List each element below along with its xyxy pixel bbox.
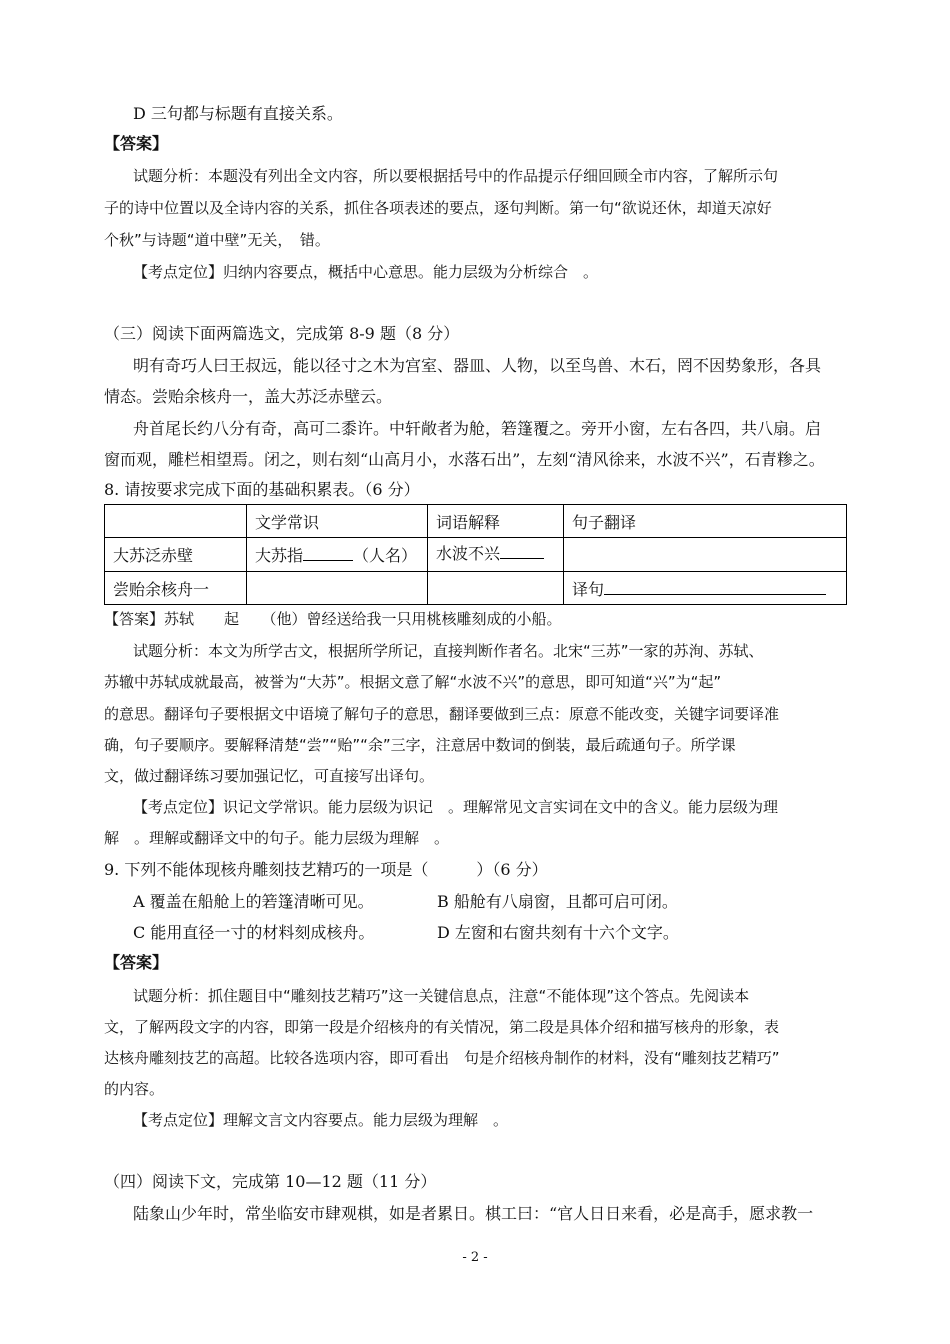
q8-answer: 【答案】苏轼 起 （他）曾经送给我一只用桃核雕刻成的小船。	[104, 610, 562, 628]
word-blank[interactable]	[500, 544, 544, 559]
table-header-cell: 文学常识	[247, 505, 428, 538]
q7-analysis-line-1: 试题分析：本题没有列出全文内容，所以要根据括号中的作品提示仔细回顾全市内容，了解所示句	[133, 167, 779, 185]
passage-4-line-1: 陆象山少年时，常坐临安市肆观棋，如是者累日。棋工曰：“官人日日来看，必是高手，愿求教一	[133, 1204, 814, 1223]
passage-2-line-2: 窗而观，雕栏相望焉。闭之，则右刻“山高月小，水落石出”，左刻“清风徐来，水波不兴”，石青糁之。	[104, 450, 825, 469]
q8-analysis-line-1: 试题分析：本文为所学古文，根据所学所记，直接判断作者名。北宋“三苏”一家的苏洵、苏轼、	[133, 642, 764, 660]
empty-cell	[247, 572, 428, 605]
knowledge-table	[104, 504, 847, 605]
translation-cell-empty	[564, 538, 847, 572]
q7-answer-label: 【答案】	[104, 134, 169, 153]
q9-option-b: B 船舱有八扇窗，且都可启可闭。	[437, 892, 678, 911]
literary-knowledge-suffix: （人名）	[353, 546, 418, 565]
q9-analysis-line-4: 的内容。	[104, 1080, 165, 1098]
literary-knowledge-cell	[247, 538, 428, 572]
table-header-cell	[105, 505, 247, 538]
q9-answer-label: 【答案】	[104, 953, 169, 972]
q8-analysis-line-3: 的意思。翻译句子要根据文中语境了解句子的意思，翻译要做到三点：原意不能改变，关键字词要译准	[104, 705, 780, 723]
passage-1-line-2: 情态。尝贻余核舟一，盖大苏泛赤壁云。	[104, 387, 393, 406]
translation-label: 译句	[572, 579, 605, 599]
table-row	[105, 572, 847, 605]
empty-cell	[428, 572, 564, 605]
table-row	[105, 538, 847, 572]
q9-analysis-line-3: 达核舟雕刻技艺的高超。比较各选项内容，即可看出 句是介绍核舟制作的材料，没有“雕刻技艺精巧”	[104, 1049, 780, 1067]
q9-kaodian: 【考点定位】理解文言文内容要点。能力层级为理解 。	[133, 1111, 509, 1129]
q8-analysis-line-5: 文，做过翻译练习要加强记忆，可直接写出译句。	[104, 767, 435, 785]
q9-option-a: A 覆盖在船舱上的箬篷清晰可见。	[133, 892, 374, 911]
passage-1-line-1: 明有奇巧人曰王叔远，能以径寸之木为宫室、器皿、人物，以至鸟兽、木石，罔不因势象形，各具	[133, 356, 822, 375]
table-header-cell: 词语解释	[428, 505, 564, 538]
q9-option-d: D 左窗和右窗共刻有十六个文字。	[437, 923, 679, 942]
table-header-cell: 句子翻译	[564, 505, 847, 538]
q9-option-c: C 能用直径一寸的材料刻成核舟。	[133, 923, 375, 942]
table-header-row	[105, 505, 847, 538]
q7-option-d: D 三句都与标题有直接关系。	[133, 104, 343, 123]
word-explanation-cell	[428, 538, 564, 572]
section-4-heading: （四）阅读下文，完成第 10—12 题（11 分）	[104, 1172, 437, 1191]
word-phrase: 水波不	[436, 544, 485, 563]
q7-analysis-line-2: 子的诗中位置以及全诗内容的关系，抓住各项表述的要点，逐句判断。第一句“欲说还休，却道天凉好	[104, 199, 772, 217]
q7-kaodian: 【考点定位】归纳内容要点，概括中心意思。能力层级为分析综合 。	[133, 263, 599, 281]
passage-2-line-1: 舟首尾长约八分有奇，高可二黍许。中轩敞者为舱，箬篷覆之。旁开小窗，左右各四，共八扇。启	[133, 419, 822, 438]
q7-analysis-line-3: 个秋”与诗题“道中壁”无关， 错。	[104, 231, 330, 249]
q9-analysis-line-1: 试题分析：抓住题目中“雕刻技艺精巧”这一关键信息点，注意“不能体现”这个答点。先阅读本	[133, 987, 750, 1005]
translation-blank[interactable]	[604, 580, 826, 595]
q8-stem: 8. 请按要求完成下面的基础积累表。（6 分）	[104, 480, 420, 499]
literary-knowledge-prefix: 大苏指	[255, 546, 304, 565]
page-number: - 2 -	[462, 1250, 488, 1265]
row-label: 尝贻余核舟一	[105, 572, 247, 605]
q8-analysis-line-2: 苏辙中苏轼成就最高，被誉为“大苏”。根据文意了解“水波不兴”的意思，即可知道“兴”为“起”	[104, 673, 722, 691]
section-3-heading: （三）阅读下面两篇选文，完成第 8-9 题（8 分）	[104, 324, 460, 343]
q8-analysis-line-4: 确，句子要顺序。要解释清楚“尝”“贻”“余”三字，注意居中数词的倒装，最后疏通句子。所学课	[104, 736, 736, 754]
q9-stem: 9. 下列不能体现核舟雕刻技艺精巧的一项是（ ）（6 分）	[104, 860, 548, 879]
translation-cell	[564, 572, 847, 605]
row-label: 大苏泛赤壁	[105, 538, 247, 572]
emphasis-char: 兴	[484, 544, 501, 563]
q8-kaodian-line-2: 解 。理解或翻译文中的句子。能力层级为理解 。	[104, 829, 450, 847]
q8-kaodian-line-1: 【考点定位】识记文学常识。能力层级为识记 。理解常见文言实词在文中的含义。能力层级为理	[133, 798, 779, 816]
q9-analysis-line-2: 文，了解两段文字的内容，即第一段是介绍核舟的有关情况，第二段是具体介绍和描写核舟的形象，表	[104, 1018, 780, 1036]
author-blank[interactable]	[303, 546, 353, 561]
